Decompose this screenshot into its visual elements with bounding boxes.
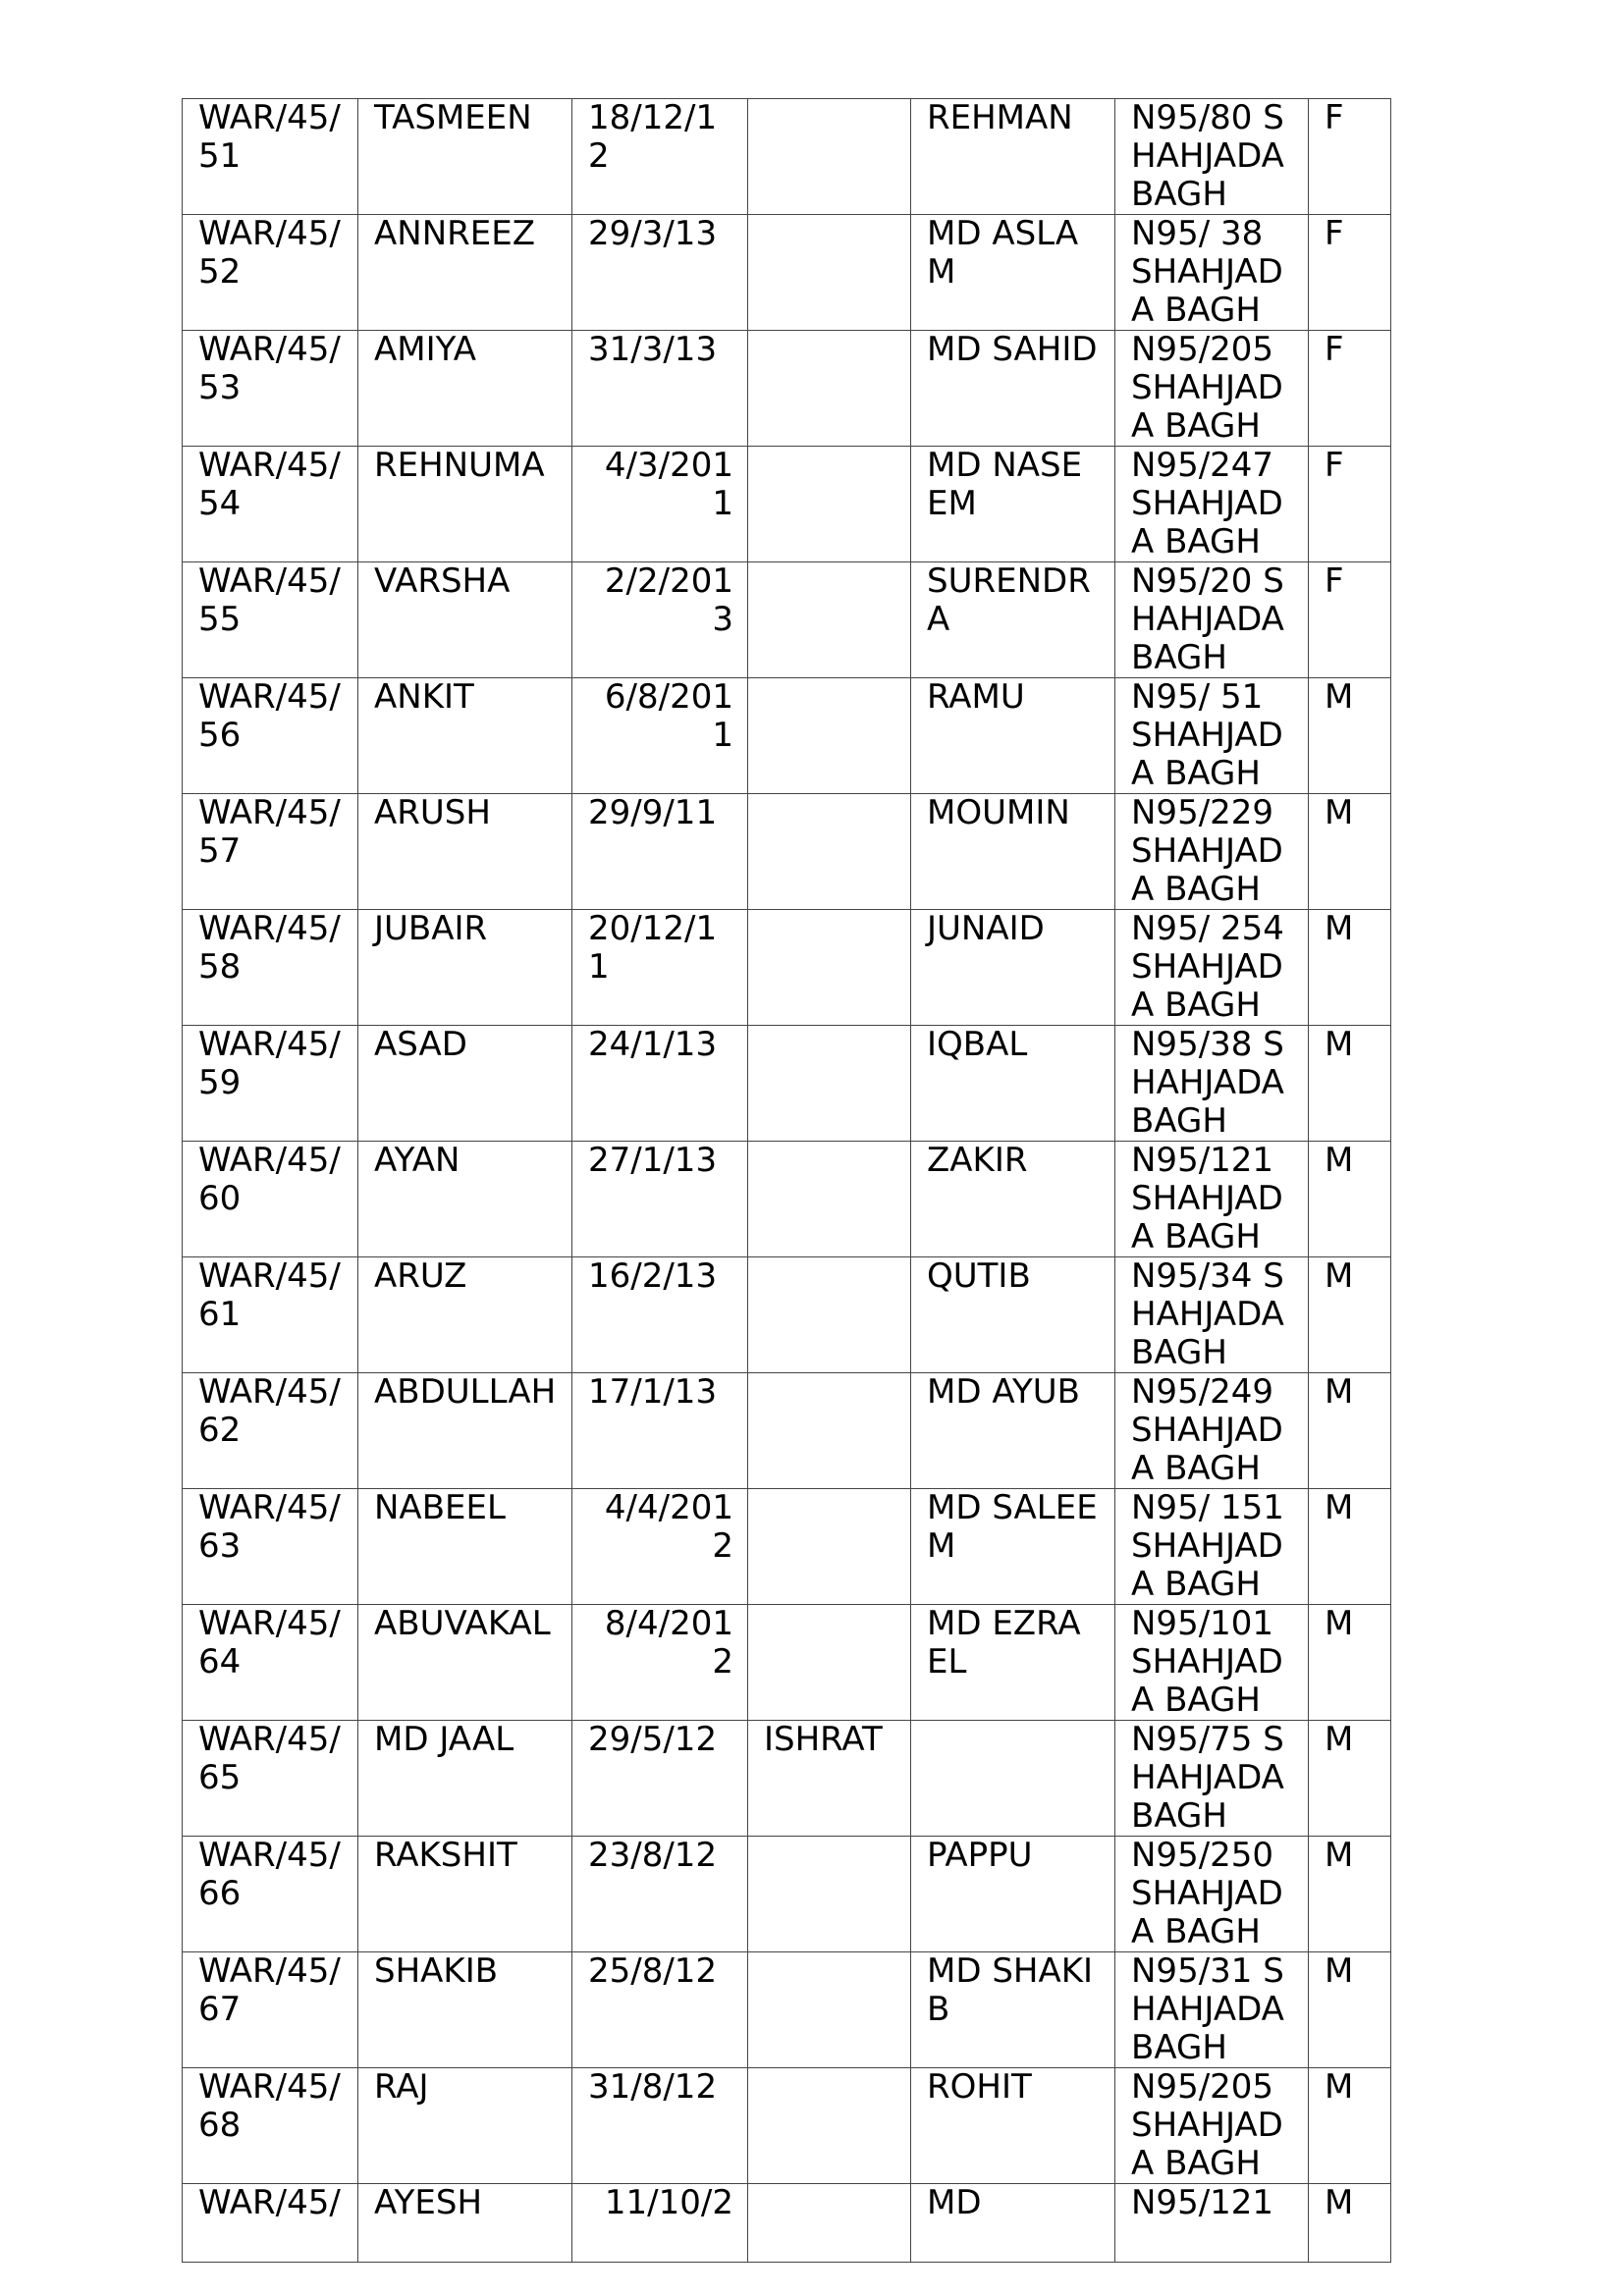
table-row	[183, 910, 1391, 1026]
gender-cell: M	[1309, 2184, 1391, 2263]
birth-date-cell: 4/3/2011	[572, 447, 748, 562]
table-row	[183, 2184, 1391, 2263]
mother-name-cell	[748, 331, 911, 447]
table-row	[183, 1605, 1391, 1721]
table-row	[183, 794, 1391, 910]
gender-cell: M	[1309, 1952, 1391, 2068]
child-name-cell: ABUVAKAL	[358, 1605, 572, 1721]
father-name-cell: RAMU	[911, 678, 1115, 794]
record-id-cell: WAR/45/68	[183, 2068, 358, 2184]
father-name-cell: MOUMIN	[911, 794, 1115, 910]
father-name-cell: IQBAL	[911, 1026, 1115, 1142]
gender-cell: M	[1309, 1489, 1391, 1605]
address-cell: N95/34 SHAHJADA BAGH	[1115, 1257, 1309, 1373]
record-id-cell: WAR/45/66	[183, 1837, 358, 1952]
address-cell: N95/229 SHAHJADA BAGH	[1115, 794, 1309, 910]
father-name-cell: MD EZRAEL	[911, 1605, 1115, 1721]
father-name-cell: MD AYUB	[911, 1373, 1115, 1489]
gender-cell: M	[1309, 910, 1391, 1026]
record-id-cell: WAR/45/51	[183, 99, 358, 215]
table-row	[183, 1373, 1391, 1489]
address-cell: N95/ 51 SHAHJADA BAGH	[1115, 678, 1309, 794]
gender-cell: F	[1309, 99, 1391, 215]
table-row	[183, 1026, 1391, 1142]
child-name-cell: AYESH	[358, 2184, 572, 2263]
record-id-cell: WAR/45/56	[183, 678, 358, 794]
address-cell: N95/ 254 SHAHJADA BAGH	[1115, 910, 1309, 1026]
birth-date-cell: 31/3/13	[572, 331, 748, 447]
record-id-cell: WAR/45/59	[183, 1026, 358, 1142]
gender-cell: M	[1309, 1142, 1391, 1257]
gender-cell: F	[1309, 331, 1391, 447]
child-name-cell: REHNUMA	[358, 447, 572, 562]
address-cell: N95/ 38 SHAHJADA BAGH	[1115, 215, 1309, 331]
table-row	[183, 447, 1391, 562]
record-id-cell: WAR/45/	[183, 2184, 358, 2263]
record-id-cell: WAR/45/53	[183, 331, 358, 447]
record-id-cell: WAR/45/64	[183, 1605, 358, 1721]
father-name-cell: QUTIB	[911, 1257, 1115, 1373]
birth-date-cell: 8/4/2012	[572, 1605, 748, 1721]
mother-name-cell	[748, 1952, 911, 2068]
gender-cell: M	[1309, 1837, 1391, 1952]
child-name-cell: TASMEEN	[358, 99, 572, 215]
mother-name-cell	[748, 1837, 911, 1952]
mother-name-cell	[748, 1142, 911, 1257]
gender-cell: M	[1309, 2068, 1391, 2184]
mother-name-cell	[748, 447, 911, 562]
record-id-cell: WAR/45/62	[183, 1373, 358, 1489]
record-id-cell: WAR/45/52	[183, 215, 358, 331]
gender-cell: M	[1309, 1605, 1391, 1721]
address-cell: N95/121 SHAHJADA BAGH	[1115, 1142, 1309, 1257]
record-id-cell: WAR/45/57	[183, 794, 358, 910]
birth-date-cell: 17/1/13	[572, 1373, 748, 1489]
child-name-cell: AYAN	[358, 1142, 572, 1257]
mother-name-cell	[748, 794, 911, 910]
father-name-cell: REHMAN	[911, 99, 1115, 215]
table-row	[183, 1952, 1391, 2068]
address-cell: N95/249 SHAHJADA BAGH	[1115, 1373, 1309, 1489]
table-row	[183, 331, 1391, 447]
father-name-cell: ZAKIR	[911, 1142, 1115, 1257]
birth-date-cell: 25/8/12	[572, 1952, 748, 2068]
mother-name-cell	[748, 562, 911, 678]
address-cell: N95/80 SHAHJADA BAGH	[1115, 99, 1309, 215]
gender-cell: M	[1309, 1721, 1391, 1837]
birth-date-cell: 18/12/12	[572, 99, 748, 215]
address-cell: N95/205 SHAHJADA BAGH	[1115, 331, 1309, 447]
father-name-cell: MD SALEEM	[911, 1489, 1115, 1605]
table-row	[183, 678, 1391, 794]
child-name-cell: RAKSHIT	[358, 1837, 572, 1952]
child-name-cell: ANNREEZ	[358, 215, 572, 331]
record-id-cell: WAR/45/58	[183, 910, 358, 1026]
table-row	[183, 215, 1391, 331]
father-name-cell: MD NASEEM	[911, 447, 1115, 562]
birth-date-cell: 27/1/13	[572, 1142, 748, 1257]
birth-date-cell: 29/9/11	[572, 794, 748, 910]
table-row	[183, 99, 1391, 215]
father-name-cell: MD	[911, 2184, 1115, 2263]
table-row	[183, 562, 1391, 678]
child-name-cell: SHAKIB	[358, 1952, 572, 2068]
child-name-cell: RAJ	[358, 2068, 572, 2184]
father-name-cell: MD SHAKIB	[911, 1952, 1115, 2068]
child-name-cell: ASAD	[358, 1026, 572, 1142]
mother-name-cell	[748, 1373, 911, 1489]
address-cell: N95/38 SHAHJADA BAGH	[1115, 1026, 1309, 1142]
father-name-cell: ROHIT	[911, 2068, 1115, 2184]
birth-date-cell: 20/12/11	[572, 910, 748, 1026]
address-cell: N95/31 SHAHJADA BAGH	[1115, 1952, 1309, 2068]
gender-cell: M	[1309, 1373, 1391, 1489]
mother-name-cell	[748, 1257, 911, 1373]
father-name-cell	[911, 1721, 1115, 1837]
gender-cell: M	[1309, 1026, 1391, 1142]
gender-cell: F	[1309, 215, 1391, 331]
table-row	[183, 2068, 1391, 2184]
child-name-cell: MD JAAL	[358, 1721, 572, 1837]
birth-date-cell: 23/8/12	[572, 1837, 748, 1952]
child-name-cell: AMIYA	[358, 331, 572, 447]
mother-name-cell	[748, 215, 911, 331]
child-name-cell: ABDULLAH	[358, 1373, 572, 1489]
child-name-cell: ANKIT	[358, 678, 572, 794]
record-id-cell: WAR/45/60	[183, 1142, 358, 1257]
address-cell: N95/75 SHAHJADA BAGH	[1115, 1721, 1309, 1837]
gender-cell: M	[1309, 794, 1391, 910]
mother-name-cell	[748, 1605, 911, 1721]
birth-date-cell: 31/8/12	[572, 2068, 748, 2184]
child-name-cell: ARUZ	[358, 1257, 572, 1373]
birth-date-cell: 29/3/13	[572, 215, 748, 331]
mother-name-cell	[748, 910, 911, 1026]
birth-date-cell: 4/4/2012	[572, 1489, 748, 1605]
gender-cell: M	[1309, 678, 1391, 794]
record-id-cell: WAR/45/65	[183, 1721, 358, 1837]
gender-cell: F	[1309, 562, 1391, 678]
mother-name-cell	[748, 2068, 911, 2184]
address-cell: N95/247 SHAHJADA BAGH	[1115, 447, 1309, 562]
table-row	[183, 1489, 1391, 1605]
mother-name-cell	[748, 678, 911, 794]
father-name-cell: MD ASLAM	[911, 215, 1115, 331]
address-cell: N95/ 151 SHAHJADA BAGH	[1115, 1489, 1309, 1605]
gender-cell: M	[1309, 1257, 1391, 1373]
gender-cell: F	[1309, 447, 1391, 562]
birth-date-cell: 24/1/13	[572, 1026, 748, 1142]
record-id-cell: WAR/45/63	[183, 1489, 358, 1605]
table-row	[183, 1837, 1391, 1952]
birth-date-cell: 29/5/12	[572, 1721, 748, 1837]
table-row	[183, 1142, 1391, 1257]
birth-date-cell: 16/2/13	[572, 1257, 748, 1373]
record-id-cell: WAR/45/55	[183, 562, 358, 678]
address-cell: N95/20 SHAHJADA BAGH	[1115, 562, 1309, 678]
father-name-cell: SURENDRA	[911, 562, 1115, 678]
address-cell: N95/205 SHAHJADA BAGH	[1115, 2068, 1309, 2184]
child-name-cell: VARSHA	[358, 562, 572, 678]
mother-name-cell	[748, 2184, 911, 2263]
birth-date-cell: 11/10/2	[572, 2184, 748, 2263]
table-body	[183, 99, 1391, 2263]
record-id-cell: WAR/45/67	[183, 1952, 358, 2068]
mother-name-cell: ISHRAT	[748, 1721, 911, 1837]
address-cell: N95/101 SHAHJADA BAGH	[1115, 1605, 1309, 1721]
table-row	[183, 1257, 1391, 1373]
mother-name-cell	[748, 1489, 911, 1605]
child-name-cell: ARUSH	[358, 794, 572, 910]
record-id-cell: WAR/45/54	[183, 447, 358, 562]
father-name-cell: PAPPU	[911, 1837, 1115, 1952]
child-name-cell: JUBAIR	[358, 910, 572, 1026]
records-table	[182, 98, 1391, 2263]
address-cell: N95/121	[1115, 2184, 1309, 2263]
table-row	[183, 1721, 1391, 1837]
mother-name-cell	[748, 1026, 911, 1142]
address-cell: N95/250 SHAHJADA BAGH	[1115, 1837, 1309, 1952]
birth-date-cell: 2/2/2013	[572, 562, 748, 678]
child-name-cell: NABEEL	[358, 1489, 572, 1605]
record-id-cell: WAR/45/61	[183, 1257, 358, 1373]
mother-name-cell	[748, 99, 911, 215]
father-name-cell: MD SAHID	[911, 331, 1115, 447]
father-name-cell: JUNAID	[911, 910, 1115, 1026]
birth-date-cell: 6/8/2011	[572, 678, 748, 794]
